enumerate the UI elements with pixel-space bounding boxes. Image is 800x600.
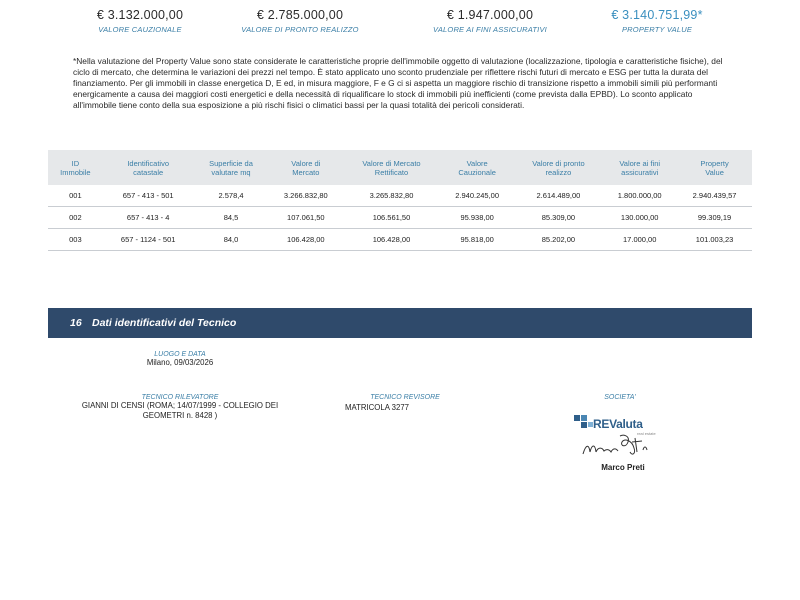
- col-header: Valore di Mercato: [268, 150, 343, 185]
- table-header-row: [48, 150, 752, 185]
- kpi-label: VALORE AI FINI ASSICURATIVI: [433, 25, 547, 34]
- property-value-note: *Nella valutazione del Property Value sono state considerate le caratteristiche proprie dell'immobile oggetto di valutazione (localizzazione, tipologia e caratteristiche fisiche), del ciclo di mercato, che determina le variazioni dei prezzi nel tempo. È stato applicato uno sconto prudenziale per riflettere rischi futuri di mercato e ESG per tutta la durata del finanziamento. Per gli immobili in classe energetica D, E ed, in misura maggiore, F e G ci si aspetta un maggiore rischio di transizione rispetto a immobili simili più performanti energicamente a causa dei maggiori costi energetici e della necessità di riqualificare lo stock di immobili più inefficienti (come prevista dalla EPBD). Lo sconto applicato all'immobile tiene conto della sua esposizione a più rischi fisici o climatici bassi per la quasi totalità dei pericoli considerati.: [73, 56, 723, 110]
- section-title: Dati identificativi del Tecnico: [92, 317, 237, 329]
- table-cell: 3.265.832,80: [343, 185, 440, 207]
- col-header: Valore di pronto realizzo: [515, 150, 603, 185]
- kpi-valore-pronto-realizzo: [215, 8, 385, 34]
- revisore-label: TECNICO REVISORE: [370, 394, 440, 401]
- table-cell: 107.061,50: [268, 207, 343, 229]
- table-cell: 2.940.439,57: [677, 185, 752, 207]
- luogo-data-block: [100, 351, 260, 368]
- luogo-value: Milano, 09/03/2026: [146, 358, 214, 367]
- col-header: Valore di Mercato Rettificato: [343, 150, 440, 185]
- col-header: Superficie da valutare mq: [194, 150, 269, 185]
- logo-text: REValuta: [593, 417, 643, 431]
- table-cell: 84,0: [194, 229, 269, 251]
- table-cell: 95.818,00: [440, 229, 515, 251]
- col-header: Property Value: [677, 150, 752, 185]
- table-cell: 106.428,00: [268, 229, 343, 251]
- table-row: [48, 229, 752, 251]
- table-cell: 85.309,00: [515, 207, 603, 229]
- table-cell: 657 - 413 - 4: [103, 207, 194, 229]
- tecnico-rilevatore-block: [70, 394, 290, 421]
- col-header: Identificativo catastale: [103, 150, 194, 185]
- table-cell: 106.428,00: [343, 229, 440, 251]
- tecnico-revisore-block: [345, 394, 465, 413]
- table-cell: 657 - 1124 - 501: [103, 229, 194, 251]
- table-cell: 101.003,23: [677, 229, 752, 251]
- rilevatore-label: TECNICO RILEVATORE: [141, 394, 219, 401]
- kpi-valore-assicurativo: [405, 8, 575, 34]
- section-header: [48, 308, 752, 338]
- table-cell: 2.940.245,00: [440, 185, 515, 207]
- table-body: [48, 185, 752, 251]
- societa-block: [555, 394, 685, 401]
- table-cell: 3.266.832,80: [268, 185, 343, 207]
- societa-label: SOCIETA': [604, 394, 636, 401]
- kpi-value: € 3.132.000,00: [96, 8, 184, 22]
- table-cell: 1.800.000,00: [602, 185, 677, 207]
- kpi-label: VALORE DI PRONTO REALIZZO: [241, 25, 359, 34]
- kpi-value: € 2.785.000,00: [256, 8, 344, 22]
- kpi-value: € 1.947.000,00: [446, 8, 534, 22]
- table-cell: 106.561,50: [343, 207, 440, 229]
- kpi-label: PROPERTY VALUE: [621, 25, 693, 34]
- col-header: ID Immobile: [48, 150, 103, 185]
- table-cell: 84,5: [194, 207, 269, 229]
- valuation-table: [48, 150, 752, 251]
- table-cell: 001: [48, 185, 103, 207]
- revisore-value: MATRICOLA 3277: [345, 403, 409, 412]
- col-header: Valore Cauzionale: [440, 150, 515, 185]
- table-cell: 85.202,00: [515, 229, 603, 251]
- table-cell: 2.578,4: [194, 185, 269, 207]
- table-cell: 130.000,00: [602, 207, 677, 229]
- table-cell: 002: [48, 207, 103, 229]
- luogo-label: LUOGO E DATA: [154, 351, 206, 358]
- col-header: Valore ai fini assicurativi: [602, 150, 677, 185]
- table-row: [48, 185, 752, 207]
- kpi-value: € 3.140.751,99*: [611, 8, 703, 22]
- signer-name: Marco Preti: [601, 463, 645, 472]
- kpi-label: VALORE CAUZIONALE: [98, 25, 182, 34]
- kpi-property-value: [572, 8, 742, 34]
- section-number: 16: [70, 317, 82, 329]
- table-cell: 003: [48, 229, 103, 251]
- table-cell: 17.000,00: [602, 229, 677, 251]
- table-cell: 99.309,19: [677, 207, 752, 229]
- logo-tagline: real estate: [637, 431, 656, 436]
- table-cell: 2.614.489,00: [515, 185, 603, 207]
- rilevatore-value: GIANNI DI CENSI (ROMA; 14/07/1999 - COLLEGIO DEI GEOMETRI n. 8428 ): [81, 401, 279, 420]
- handwritten-signature: [580, 430, 660, 462]
- table-cell: 657 - 413 - 501: [103, 185, 194, 207]
- kpi-valore-cauzionale: [55, 8, 225, 34]
- valuation-summary: [0, 8, 800, 42]
- table-cell: 95.938,00: [440, 207, 515, 229]
- table-row: [48, 207, 752, 229]
